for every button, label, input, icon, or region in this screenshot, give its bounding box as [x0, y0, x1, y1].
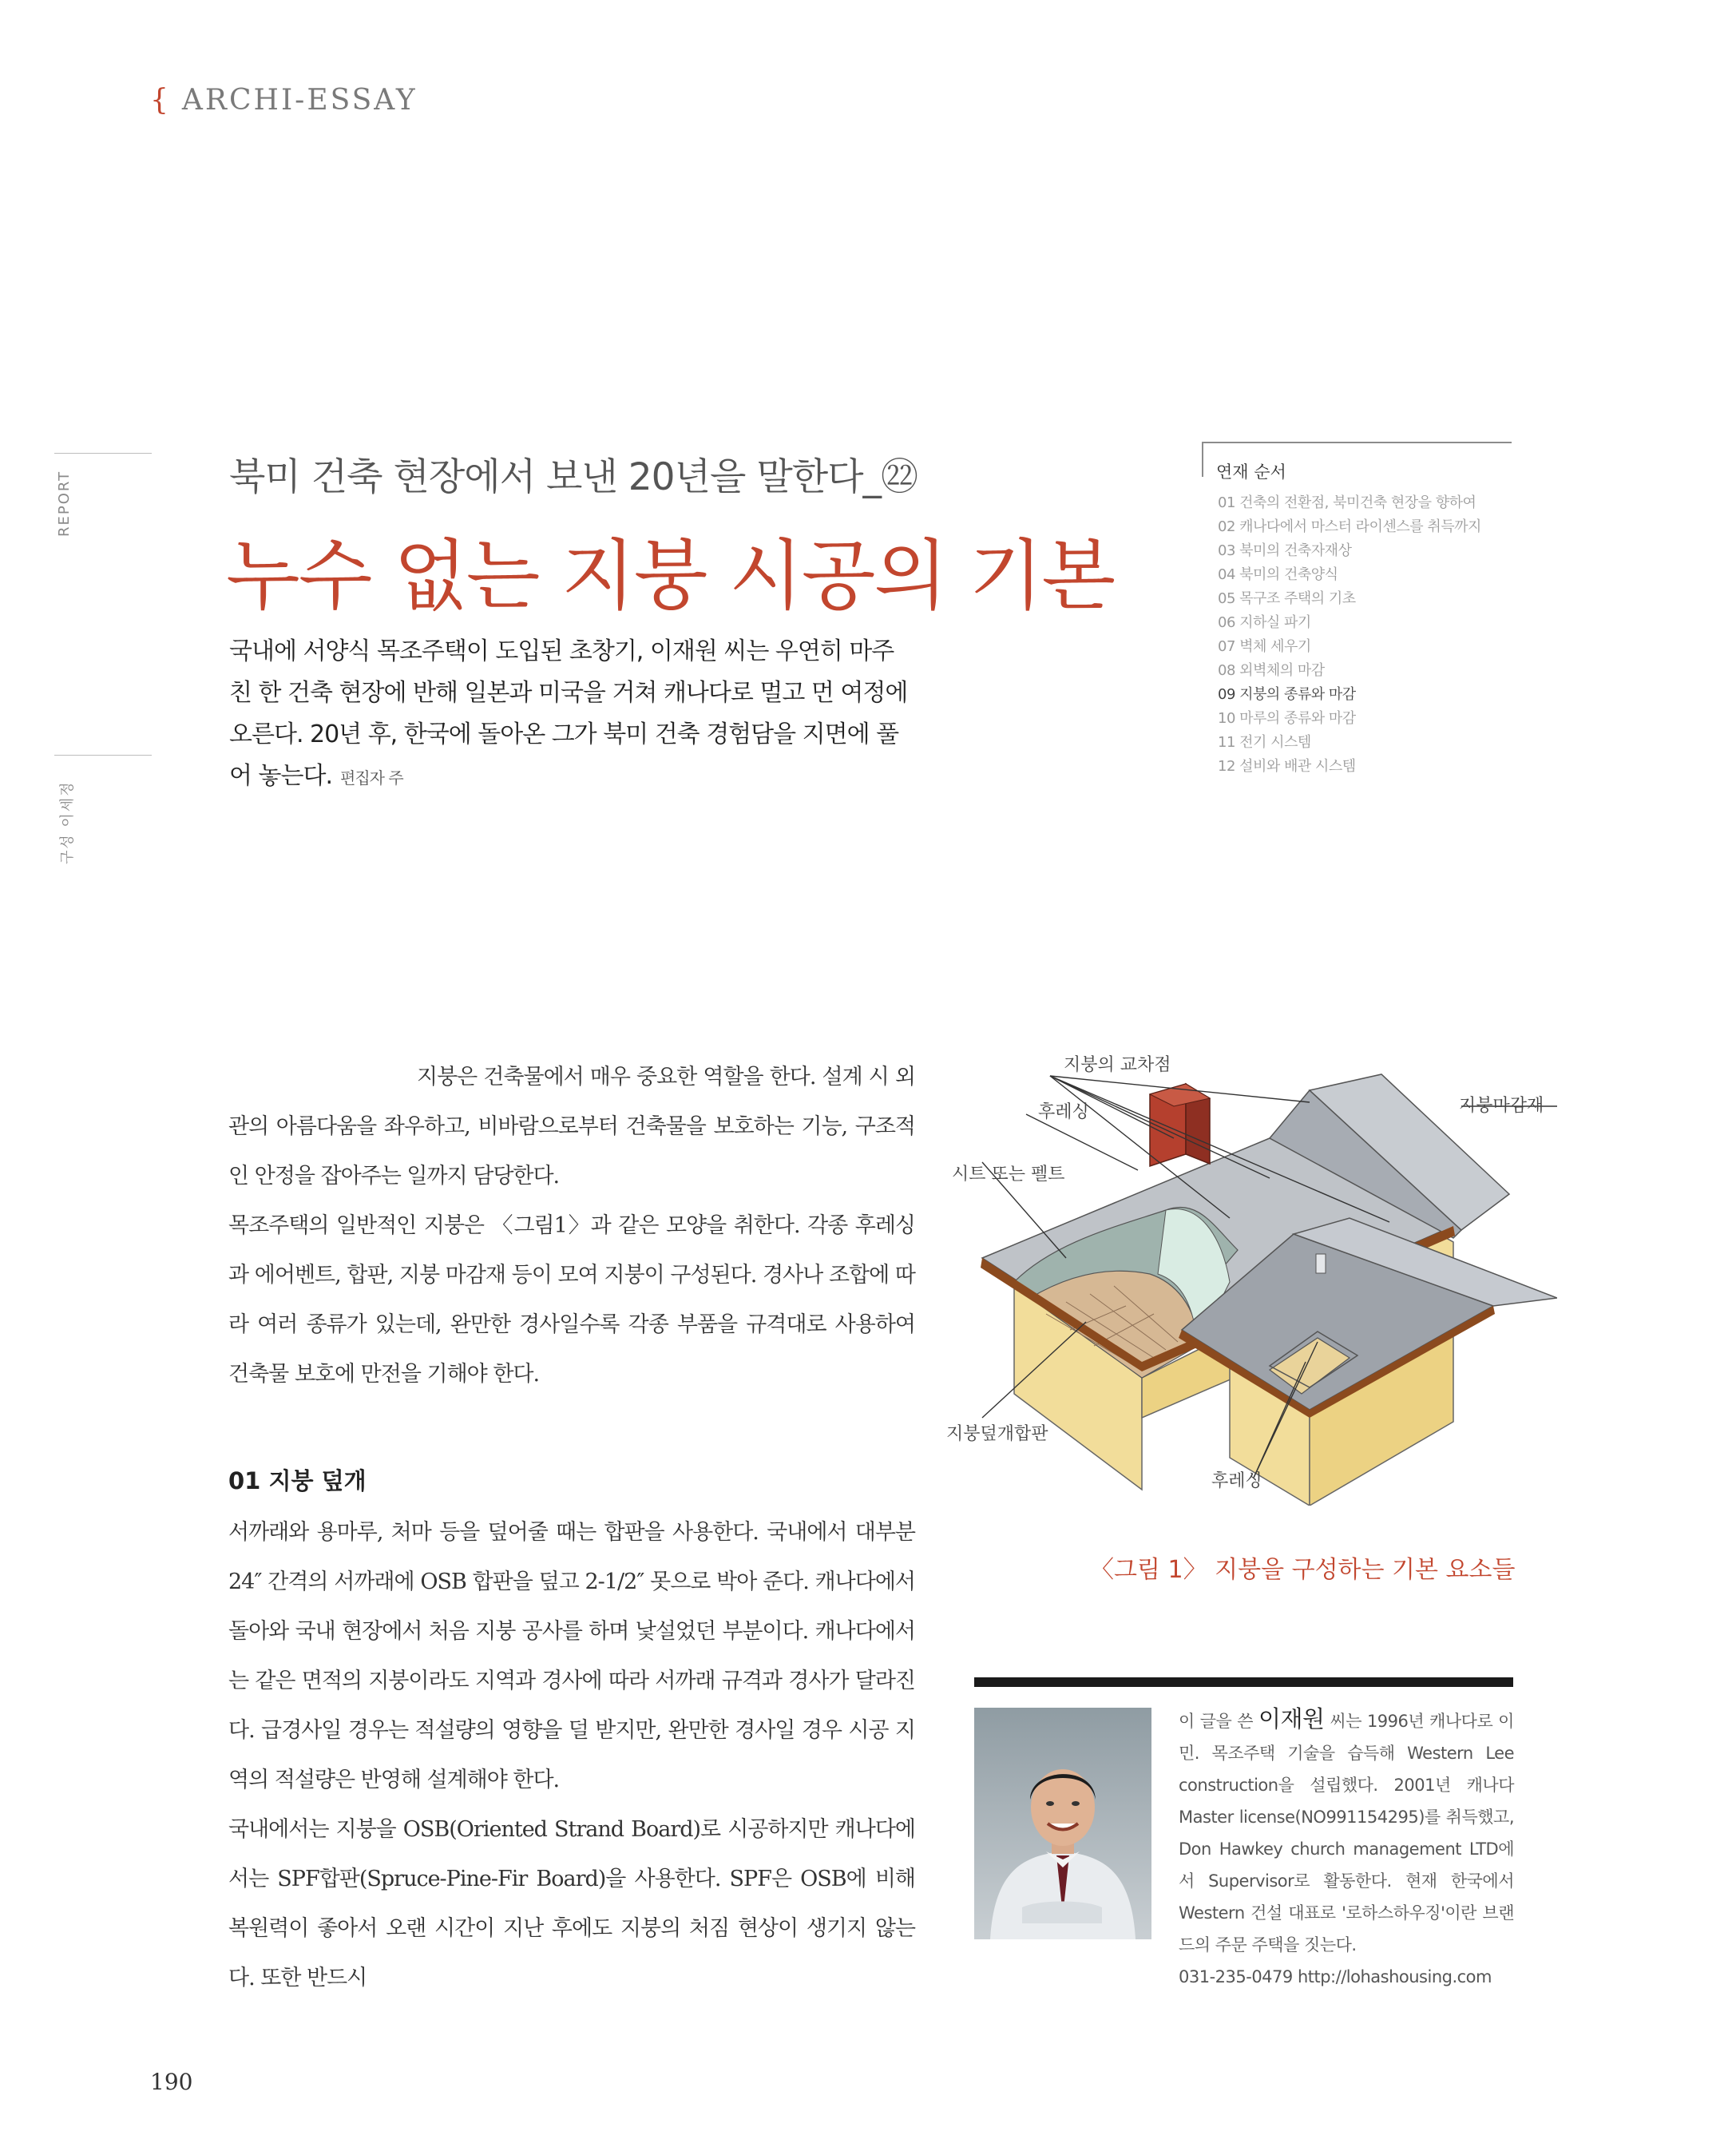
label-finish: 지붕마감재 [1459, 1096, 1544, 1116]
index-item: 02 캐나다에서 마스터 라이센스를 취득까지 [1218, 518, 1481, 535]
label-flashing-bottom: 후레싱 [1211, 1471, 1262, 1491]
index-item: 08 외벽체의 마감 [1218, 662, 1325, 679]
bio-text: 씨는 1996년 캐나다로 이민. 목조주택 기술을 습득해 Western Lee construction을 설립했다. 2001년 캐나다 Master license(NO991154295)를 취득했고, Don Hawkey church management LTD에서 Supervisor로 활동한다. 현재 한국에서 Western 건설 대표로 '로하스하우징'이란 브랜드의 주문 주택을 짓는다. [1179, 1712, 1514, 1955]
body-paragraph-4: 국내에서는 지붕을 OSB(Oriented Strand Board)로 시공하지만 캐나다에서는 SPF합판(Spruce-Pine-Fir Board)을 사용한다. SPF은 OSB에 비해 복원력이 좋아서 오랜 시간이 지난 후에도 지붕의 처짐 현상이 생기지 않는다. 또한 반드시 [228, 1817, 915, 1990]
label-sheathing: 지붕덮개합판 [946, 1424, 1048, 1444]
body-paragraph-3: 서까래와 용마루, 처마 등을 덮어줄 때는 합판을 사용한다. 국내에서 대부분 24″ 간격의 서까래에 OSB 합판을 덮고 2-1/2″ 못으로 박아 준다. 캐나다에서 돌아와 국내 현장에서 처음 지붕 공사를 하며 낯설었던 부분이다. 캐나다에서는 같은 면적의 지붕이라도 지역과 경사에 따라 서까래 규격과 경사가 달라진다. 급경사일 경우는 적설량의 영향을 덜 받지만, 완만한 경사일 경우 시공 지역의 적설량은 반영해 설계해야 한다. [228, 1520, 915, 1792]
editor-note: 편집자 주 [340, 768, 403, 788]
author-contact: 031-235-0479 http://lohashousing.com [1179, 1967, 1492, 1986]
index-list [1218, 491, 1481, 779]
body-section-1 [228, 1508, 915, 2003]
figure-caption: 〈그림 1〉 지붕을 구성하는 기본 요소들 [1090, 1556, 1516, 1584]
author-portrait [974, 1708, 1151, 1939]
body-intro [228, 1053, 915, 1399]
section-header [150, 84, 418, 117]
bio-prefix: 이 글을 쓴 [1179, 1712, 1254, 1731]
index-item: 05 목구조 주택의 기초 [1218, 590, 1356, 607]
credit-label: 구성 이세정 [59, 780, 76, 864]
header-brace: { [150, 84, 171, 117]
series-title: 북미 건축 현장에서 보낸 20년을 말한다_㉒ [229, 455, 918, 499]
lead-paragraph [229, 631, 916, 799]
author-photo [974, 1708, 1151, 1939]
index-item: 06 지하실 파기 [1218, 614, 1311, 631]
author-divider [974, 1677, 1513, 1687]
section-subhead: 01 지붕 덮개 [228, 1467, 367, 1494]
body-paragraph-2: 목조주택의 일반적인 지붕은 〈그림1〉과 같은 모양을 취한다. 각종 후레싱과 에어벤트, 합판, 지붕 마감재 등이 모여 지붕이 구성된다. 경사나 조합에 따라 여러 종류가 있는데, 완만한 경사일수록 각종 부품을 규격대로 사용하여 건축물 보호에 만전을 기해야 한다. [228, 1213, 915, 1387]
report-label: REPORT [56, 470, 73, 537]
index-heading: 연재 순서 [1216, 462, 1286, 482]
lead-text: 국내에 서양식 목조주택이 도입된 초창기, 이재원 씨는 우연히 마주친 한 건축 현장에 반해 일본과 미국을 거쳐 캐나다로 멀고 먼 여정에 오른다. 20년 후, 한국에 돌아온 그가 북미 건축 경험담을 지면에 풀어 놓는다. [229, 637, 908, 790]
label-intersection: 지붕의 교차점 [1064, 1055, 1171, 1075]
body-paragraph-1: 지붕은 건축물에서 매우 중요한 역할을 한다. 설계 시 외관의 아름다움을 좌우하고, 비바람으로부터 건축물을 보호하는 기능, 구조적인 안정을 잡아주는 일까지 담당한다. [228, 1065, 915, 1189]
section-title: ARCHI-ESSAY [181, 84, 418, 117]
index-item: 07 벽체 세우기 [1218, 638, 1311, 655]
series-index [1202, 442, 1512, 775]
index-item: 11 전기 시스템 [1218, 734, 1311, 751]
author-name: 이재원 [1258, 1705, 1325, 1732]
page-number: 190 [150, 2069, 193, 2095]
roof-figure [934, 1042, 1557, 1506]
index-item-current: 09 지붕의 종류와 마감 [1218, 686, 1356, 703]
margin-rule-top [54, 453, 152, 454]
index-item: 03 북미의 건축자재상 [1218, 542, 1352, 559]
label-flashing-top: 후레싱 [1038, 1102, 1089, 1122]
index-item: 01 건축의 전환점, 북미건축 현장을 향하여 [1218, 494, 1476, 511]
index-corner-rule [1202, 443, 1203, 477]
index-item: 04 북미의 건축양식 [1218, 566, 1338, 583]
index-item: 10 마루의 종류와 마감 [1218, 710, 1356, 727]
margin-rule-bottom [54, 755, 152, 756]
index-item: 12 설비와 배관 시스템 [1218, 758, 1356, 775]
label-felt: 시트 또는 펠트 [952, 1165, 1065, 1185]
author-bio [1179, 1703, 1514, 1993]
article-title: 누수 없는 지붕 시공의 기본 [226, 531, 1115, 621]
